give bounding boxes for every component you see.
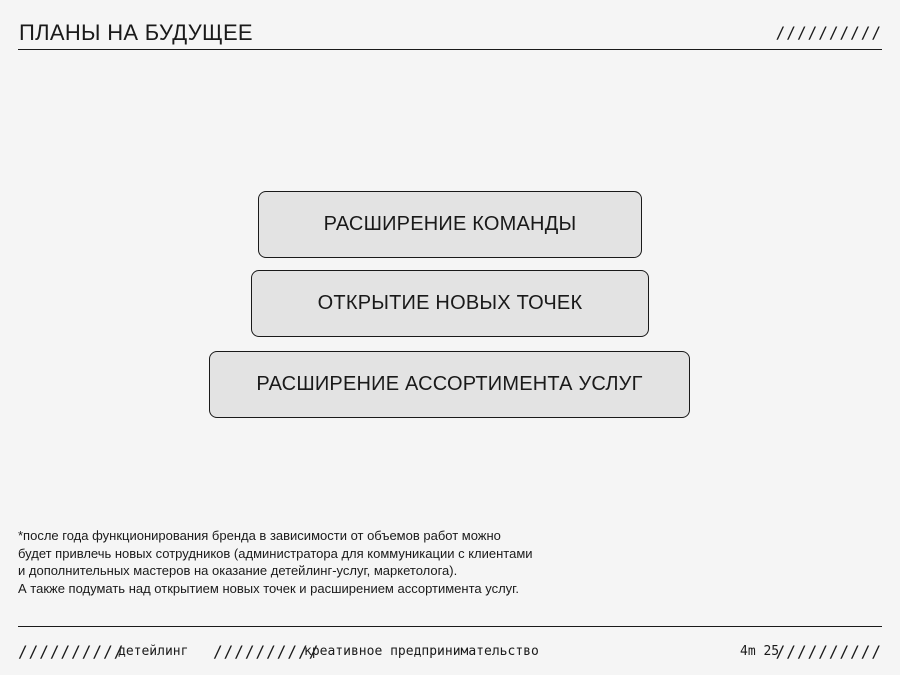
footer-decoration-right: ////////// [775, 642, 882, 661]
footnote-line: будет привлечь новых сотрудников (администратора для коммуникации с клиентами [18, 545, 533, 561]
header-divider [18, 49, 882, 50]
footer [18, 641, 882, 663]
plan-label: РАСШИРЕНИЕ АССОРТИМЕНТА УСЛУГ [256, 373, 643, 395]
header-decoration: ////////// [775, 23, 882, 42]
footer-divider [18, 626, 882, 627]
footnote-line: и дополнительных мастеров на оказание детейлинг-услуг, маркетолога). [18, 563, 458, 578]
footer-page-code: 4m 25 [740, 644, 780, 659]
plan-box-team-expansion [258, 191, 642, 258]
footnote-line: А также подумать над открытием новых точек и расширением ассортимента услуг. [18, 580, 519, 596]
plan-box-service-range [209, 351, 690, 418]
footer-label-detailing: детейлинг [118, 644, 189, 659]
footer-decoration-middle: ////////// [213, 642, 320, 661]
plan-box-new-locations [251, 270, 649, 337]
footer-decoration-left: ////////// [18, 642, 125, 661]
footnote [18, 527, 658, 597]
plan-label: РАСШИРЕНИЕ КОМАНДЫ [323, 213, 577, 235]
footer-label-entrepreneurship: креативное предпринимательство [304, 644, 539, 659]
page-title: ПЛАНЫ НА БУДУЩЕЕ [19, 20, 253, 45]
footnote-line: *после года функционирования бренда в зависимости от объемов работ можно [18, 528, 501, 543]
plan-label: ОТКРЫТИЕ НОВЫХ ТОЧЕК [317, 292, 583, 314]
